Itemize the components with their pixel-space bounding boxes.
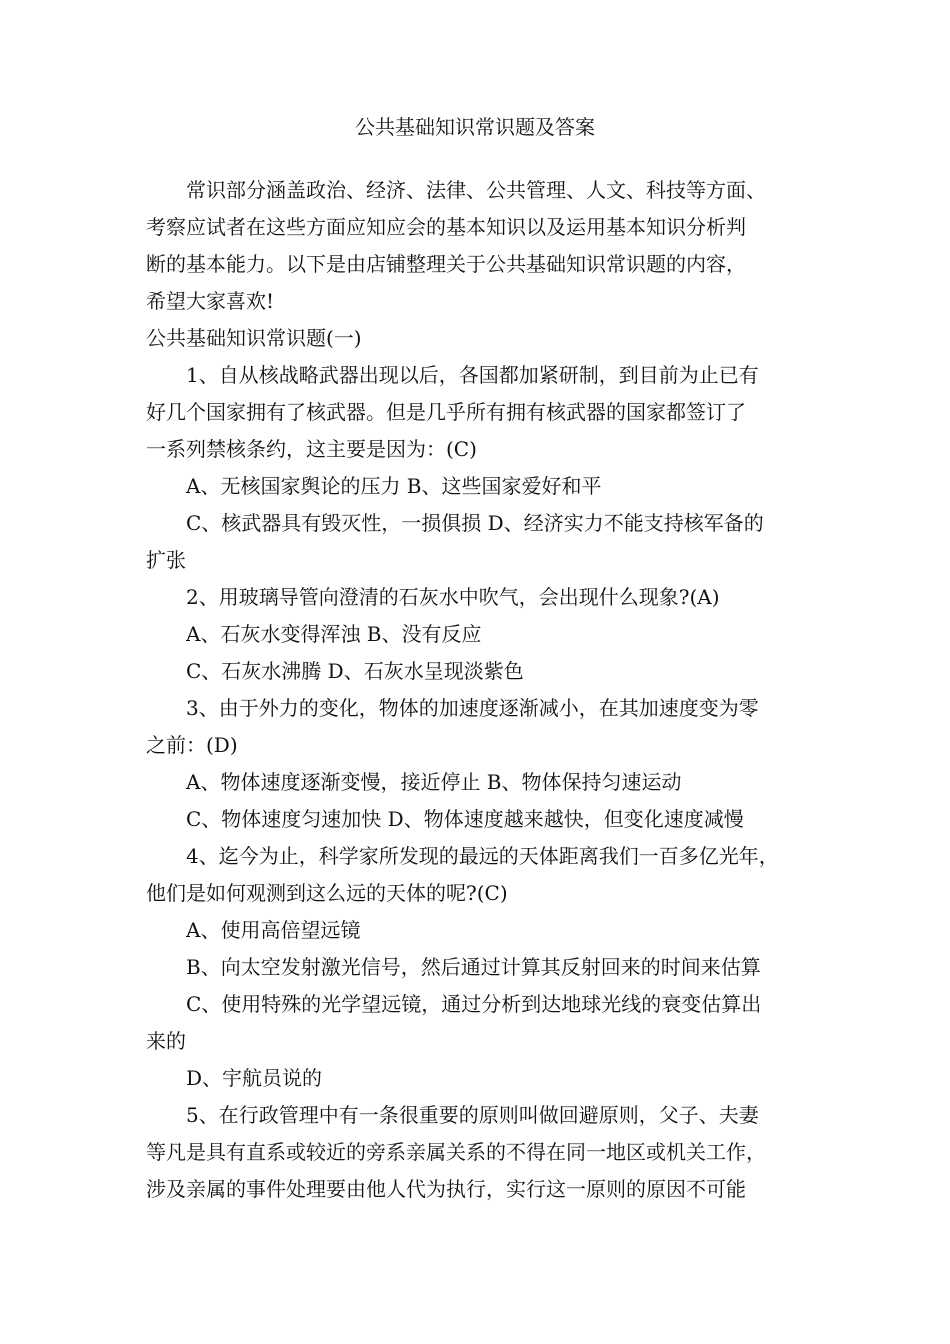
intro-line: 考察应试者在这些方面应知应会的基本知识以及运用基本知识分析判 (146, 215, 746, 239)
option-line: C、使用特殊的光学望远镜，通过分析到达地球光线的衰变估算出 (186, 992, 762, 1016)
question-line: 5、在行政管理中有一条很重要的原则叫做回避原则，父子、夫妻 (186, 1103, 759, 1127)
question-line: 2、用玻璃导管向澄清的石灰水中吹气，会出现什么现象?(A) (186, 585, 720, 609)
option-line: A、物体速度逐渐变慢，接近停止 B、物体保持匀速运动 (186, 770, 682, 794)
question-line: 涉及亲属的事件处理要由他人代为执行，实行这一原则的原因不可能 (146, 1177, 746, 1201)
option-line: 扩张 (146, 548, 186, 572)
question-line: 等凡是具有直系或较近的旁系亲属关系的不得在同一地区或机关工作， (146, 1140, 766, 1164)
option-line: A、石灰水变得浑浊 B、没有反应 (186, 622, 482, 646)
section-heading: 公共基础知识常识题(一) (146, 326, 362, 350)
option-line: A、使用高倍望远镜 (186, 918, 361, 942)
question-line: 好几个国家拥有了核武器。但是几乎所有拥有核武器的国家都签订了 (146, 400, 746, 424)
question-line: 一系列禁核条约，这主要是因为：(C) (146, 437, 477, 461)
intro-line: 常识部分涵盖政治、经济、法律、公共管理、人文、科技等方面、 (186, 178, 766, 202)
question-line: 之前：(D) (146, 733, 238, 757)
question-line: 4、迄今为止，科学家所发现的最远的天体距离我们一百多亿光年， (186, 844, 779, 868)
intro-line: 断的基本能力。以下是由店铺整理关于公共基础知识常识题的内容， (146, 252, 746, 276)
option-line: D、宇航员说的 (186, 1066, 323, 1090)
option-line: B、向太空发射激光信号，然后通过计算其反射回来的时间来估算 (186, 955, 761, 979)
option-line: 来的 (146, 1029, 186, 1053)
question-line: 他们是如何观测到这么远的天体的呢?(C) (146, 881, 508, 905)
document-title: 公共基础知识常识题及答案 (355, 115, 595, 139)
option-line: A、无核国家舆论的压力 B、这些国家爱好和平 (186, 474, 602, 498)
question-line: 1、自从核战略武器出现以后，各国都加紧研制，到目前为止已有 (186, 363, 759, 387)
intro-line: 希望大家喜欢! (146, 289, 275, 313)
option-line: C、石灰水沸腾 D、石灰水呈现淡紫色 (186, 659, 524, 683)
option-line: C、核武器具有毁灭性，一损俱损 D、经济实力不能支持核军备的 (186, 511, 764, 535)
option-line: C、物体速度匀速加快 D、物体速度越来越快，但变化速度减慢 (186, 807, 744, 831)
question-line: 3、由于外力的变化，物体的加速度逐渐减小，在其加速度变为零 (186, 696, 759, 720)
